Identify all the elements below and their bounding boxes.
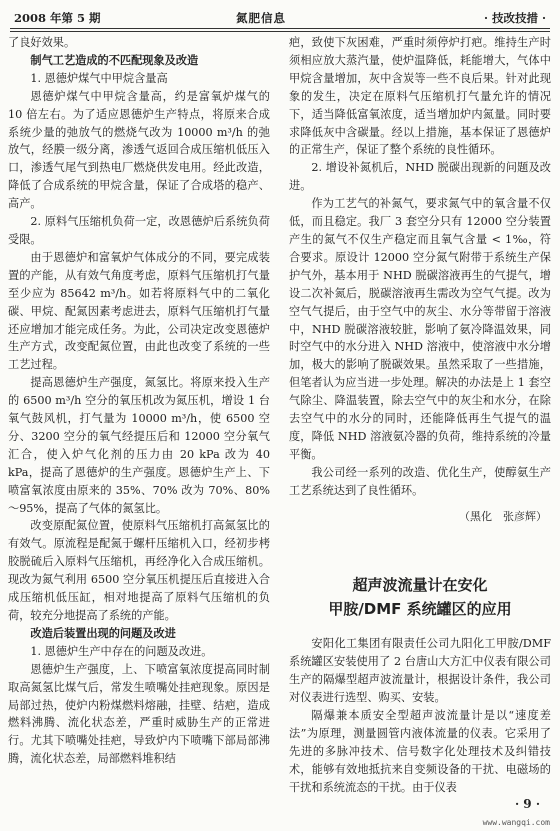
paragraph: 我公司经一系列的改造、优化生产，使醇氨生产工艺系统达到了良性循环。 — [289, 465, 551, 497]
section-label: · 技改技措 · — [483, 11, 546, 25]
paragraph: 2. 增设补氮机后，NHD 脱碳出现新的问题及改进。 — [289, 161, 551, 193]
section-heading: 改造后装置出现的问题及改进 — [30, 626, 176, 640]
paragraph: 恩德炉煤气中甲烷含量高，约是富氧炉煤气的 10 倍左右。为了适应恩德炉生产特点，将原来合成系统少量的弛放气的燃烧气改为 10000 m³/h 的弛放气，经膜一级分离，渗透气返回合成压缩机低压入口，渗透气尾气到热电厂燃烧供发电用。经此改造，降低了合成系统的甲烷含量，保证了合成塔的稳产、高产。 — [8, 89, 270, 211]
paragraph: 安阳化工集团有限责任公司九阳化工甲胺/DMF 系统罐区安装使用了 2 台唐山大方汇中仪表有限公司生产的隔爆型超声波流量计，根据设计条件，我公司对仪表进行选型、购买、安装。 — [289, 637, 551, 705]
paragraph: 1. 恩德炉煤气中甲烷含量高 — [30, 71, 168, 85]
paragraph: 了良好效果。 — [8, 36, 76, 49]
watermark-url: www.wangqi.com — [482, 818, 550, 827]
paragraph: 1. 恩德炉生产中存在的问题及改进。 — [30, 644, 213, 658]
paragraph: 作为工艺气的补氮气，要求氮气中的氧含量不仅低，而且稳定。我厂 3 套空分只有 12000 空分装置产生的氮气不仅生产稳定而且氧气含量 < 1‰，符合要求。原设计 12000 空分氮气附带于系统生产保护气外，基本用于 NHD 脱碳溶液再生的气提气，增设二次补氮后，脱碳溶液再生需改为空气气提。改为空气气提后，由于空气中的灰尘、水分等带留于溶液中，NHD 脱碳溶液较脏，影响了氨冷降温效果，同时空气中的水分进入 NHD 溶液中，使溶液中水分增加，极大的影响了脱碳效果。虽然采取了一些措施，但笔者认为应当进一步处理。解决的办法是上 1 套空气除尘、降温装置，除去空气中的灰尘和水分，在除去空气中的水分的同时，还能降低再生气提气的温度，降低 NHD 溶液氨冷器的负荷，维持系统的冷量平衡。 — [289, 197, 551, 461]
article-title-line1: 超声波流量计在安化 — [352, 576, 488, 595]
header-rule — [10, 28, 550, 29]
right-column-article2 — [289, 635, 551, 796]
left-column — [8, 34, 270, 768]
paragraph: 隔爆兼本质安全型超声波流量计是以“速度差法”为原理，测量圆管内液体流量的仪表。它采用了先进的多脉冲技术、信号数字化处理技术及纠错技术，能够有效地抵抗来自变频设备的干扰、电磁场的干扰和系统流态的干扰。由于仪表 — [289, 709, 551, 794]
article-title-line2: 甲胺/DMF 系统罐区的应用 — [328, 600, 512, 619]
page-header — [10, 6, 550, 28]
paragraph: 2. 原料气压缩机负荷一定，改恩德炉后系统负荷受限。 — [8, 215, 270, 246]
author-credit: （黑化 张彦辉） — [459, 509, 547, 523]
journal-name: 氮肥信息 — [236, 11, 286, 25]
page-number: · 9 · — [514, 797, 540, 811]
right-column-article1 — [289, 34, 551, 500]
article-title — [289, 573, 551, 621]
paragraph: 疤，致使下灰困难，严重时须停炉打疤。维持生产时须相应放大蒸汽量，使炉温降低，耗能增大，气体中甲烷含量增加，灰中含炭等一些不良后果。针对此现象的发生，决定在原料气压缩机打气量允许的情况下，适当降低富氧浓度，适当增加炉内氮量。同时要求降低灰中含碳量。经以上措施，基本保证了恩德炉的正常生产，保证了整个系统的良性循环。 — [289, 36, 551, 157]
paragraph: 由于恩德炉和富氧炉气体成分的不同，要完成装置的产能，从有效气角度考虑，原料气压缩机打气量至少应为 85642 m³/h。如若将原料气中的二氧化碳、甲烷、配氮因素考虑进去，原料气压缩机打气量还应增加才能完成任务。为此，公司决定改变恩德炉生产方式，改变配氮位置，由此也改变了系统的一些工艺过程。 — [8, 250, 270, 372]
paragraph: 改变原配氮位置，使原料气压缩机打高氮氢比的有效气。原流程是配氮于螺杆压缩机入口，经初步栲胶脱硫后入原料气压缩机，再经净化入合成压缩机。现改为氮气利用 6500 空分氧压机提压后直接进入合成压缩机低压缸，相对地提高了原料气压缩机的负荷，较充分地提高了系统的产能。 — [8, 519, 270, 622]
right-column — [289, 34, 551, 797]
header-rule-thin — [10, 31, 550, 32]
issue-label: 2008 年第 5 期 — [14, 11, 101, 25]
paragraph: 提高恩德炉生产强度，氮氢比。将原来投入生产的 6500 m³/h 空分的氧压机改为氮压机，增设 1 台氧气鼓风机，打气量为 10000 m³/h，使 6500 空分、3200 空分的氧气经提压后和 12000 空分氧气汇合，使入炉气化剂的压力由 20 kPa 改为 40 kPa，提高了恩德炉的生产强度。恩德炉生产上、下喷富氧浓度由原来的 35%、70% 改为 70%、80%～95%，提高了气体的氮氢比。 — [8, 376, 270, 515]
paragraph: 恩德炉生产强度，上、下喷富氧浓度提高同时制取高氮氢比煤气后，常发生喷嘴处挂疤现象。原因是局部过热，使炉内粉煤燃料熔融，挂壁、结疤，造成燃料沸腾、流化状态差，严重时威胁生产的正常进行。尤其下喷嘴处挂疤，导致炉内下喷嘴下部局部沸腾，流化状态差，局部燃料堆积结 — [8, 662, 270, 766]
section-heading: 制气工艺造成的不匹配现象及改造 — [30, 53, 199, 67]
